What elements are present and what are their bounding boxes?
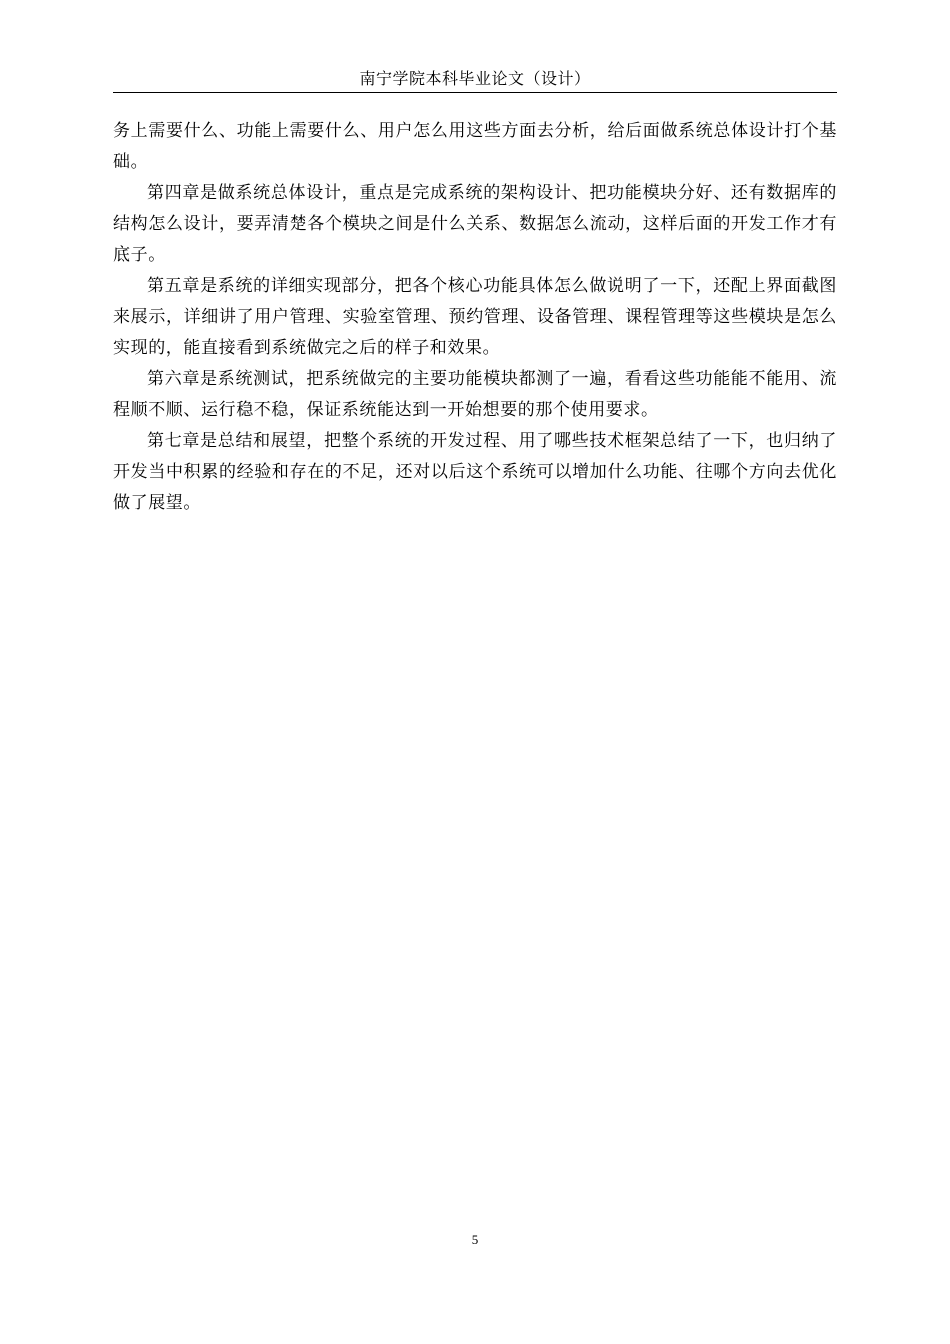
paragraph-chapter-7: 第七章是总结和展望，把整个系统的开发过程、用了哪些技术框架总结了一下，也归纳了开发当中积累的经验和存在的不足，还对以后这个系统可以增加什么功能、往哪个方向去优化做了展望。 (113, 431, 837, 513)
paragraph-chapter-6: 第六章是系统测试，把系统做完的主要功能模块都测了一遍，看看这些功能能不能用、流程顺不顺、运行稳不稳，保证系统能达到一开始想要的那个使用要求。 (113, 369, 837, 420)
paragraph-chapter-5: 第五章是系统的详细实现部分，把各个核心功能具体怎么做说明了一下，还配上界面截图来展示，详细讲了用户管理、实验室管理、预约管理、设备管理、课程管理等这些模块是怎么实现的，能直接看到系统做完之后的样子和效果。 (113, 276, 837, 358)
paragraph-continuation: 务上需要什么、功能上需要什么、用户怎么用这些方面去分析，给后面做系统总体设计打个基础。 (113, 121, 837, 172)
page-header (113, 66, 837, 93)
header-title: 南宁学院本科毕业论文（设计） (359, 69, 591, 88)
paragraph-chapter-4: 第四章是做系统总体设计，重点是完成系统的架构设计、把功能模块分好、还有数据库的结构怎么设计，要弄清楚各个模块之间是什么关系、数据怎么流动，这样后面的开发工作才有底子。 (113, 183, 837, 265)
body-text (113, 116, 837, 519)
page-number: 5 (471, 1232, 479, 1247)
